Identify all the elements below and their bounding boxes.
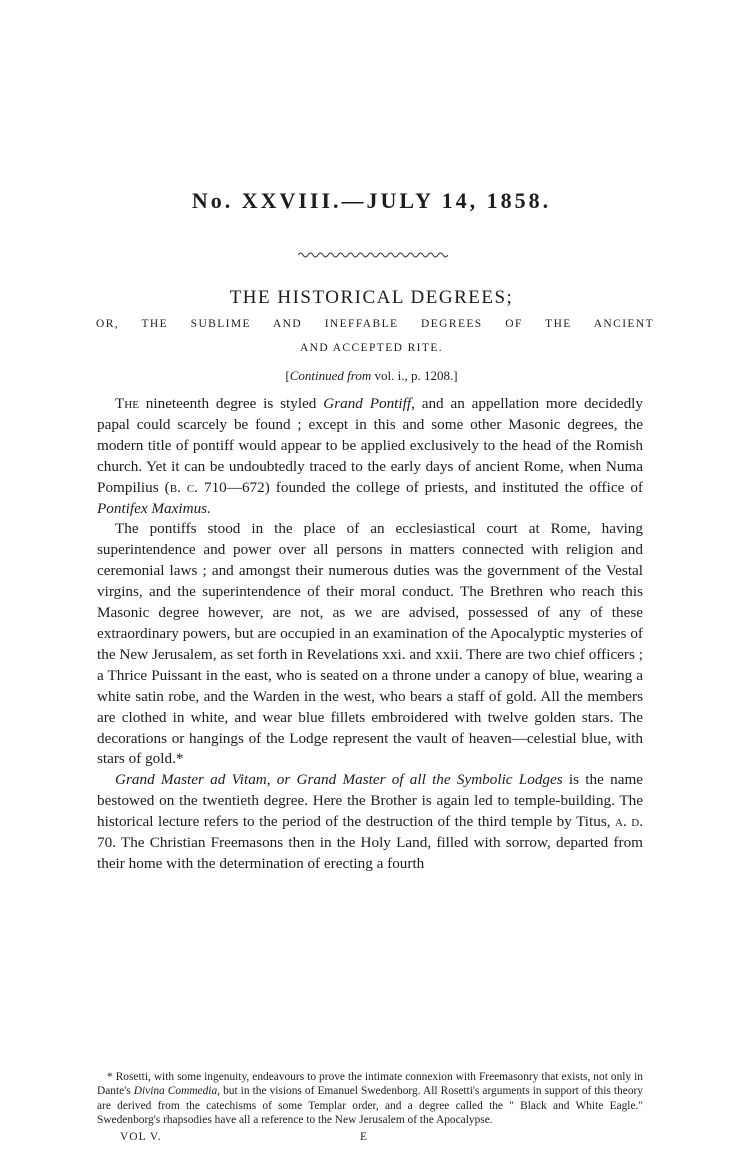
paragraph-1: [97, 394, 643, 519]
p3-smallcaps-1: a. d.: [615, 813, 643, 831]
p1-text-3: 710—672) founded the college of priests, and instituted the office of: [197, 478, 643, 496]
ornament-divider: [298, 251, 448, 259]
footnote-text: [97, 1070, 643, 1128]
p3-text-2: 70. The Christian Freemasons then in the Holy Land, filled with sorrow, departed from their home with the determination of erecting a fourth: [97, 834, 643, 872]
p3-text-1: is the name bestowed on the twentieth degree. Here the Brother is again led to temple-building. The historical lecture refers to the period of the destruction of the third temple by Titus,: [97, 771, 644, 831]
continued-italic: Continued from: [289, 368, 372, 383]
footnote-italic: Divina Commedia,: [133, 1085, 221, 1098]
continued-prefix: [: [285, 368, 290, 383]
p1-text-2: and an appellation more decidedly papal could scarcely be found ; except in this and some other Masonic degrees, the modern title of pontiff would appear to be applied exclusively to the head of the Romish church. Yet it can be undoubtedly traced to the early days of ancient Rome, when Numa Pompilius (: [97, 395, 643, 496]
paragraph-2: The pontiffs stood in the place of an ecclesiastical court at Rome, having superintendence and power over all persons in matters connected with religion and ceremonial laws ; and amongst their numerous duties was the government of the Vestal virgins, and the superintendence of their moral conduct. The Brethren who reach this Masonic degree however, are not, as we are advised, possessed of any of these extraordinary powers, but are occupied in an examination of the Apocalyptic mysteries of the New Jerusalem, as set forth in Revelations xxi. and xxii. There are two chief officers ; a Thrice Puissant in the east, who is seated on a throne under a canopy of blue, wearing a white satin robe, and the Warden in the west, who bears a staff of gold. All the members are clothed in white, and wear blue fillets embroidered with twelve golden stars. The decorations or hangings of the Lodge represent the vault of heaven—celestial blue, with stars of gold.*: [97, 520, 643, 768]
p1-text-1: nineteenth degree is styled: [138, 395, 324, 412]
paragraph-3: [97, 770, 643, 875]
footer-volume: VOL V.: [120, 1131, 162, 1143]
p1-italic-1: Grand Pontiff,: [323, 395, 415, 412]
footnote-text-1: * Rosetti, with some ingenuity, endeavours to prove the intimate connexion with Freemasonry that exists, not only in Dante's: [97, 1071, 643, 1098]
footer-signature: E: [360, 1131, 368, 1143]
issue-title: No. XXVIII.—JULY 14, 1858.: [191, 188, 552, 213]
p3-italic-1: Grand Master ad Vitam, or Grand Master of all the Symbolic Lodges: [115, 771, 563, 789]
p1-italic-2: Pontifex Maximus.: [97, 499, 211, 517]
p1-smallcaps-1: b. c.: [169, 478, 198, 496]
footnote: [97, 1070, 643, 1128]
continued-rest: vol. i., p. 1208.]: [371, 368, 458, 383]
article-subtitle-line1: OR, THE SUBLIME AND INEFFABLE DEGREES OF THE ANCIENT: [96, 318, 654, 330]
dropword: The: [115, 395, 139, 412]
article-subtitle-line2: AND ACCEPTED RITE.: [299, 342, 444, 354]
continued-note: [0, 368, 743, 384]
article-title: THE HISTORICAL DEGREES;: [229, 287, 514, 308]
footnote-text-2: but in the visions of Emanuel Swedenborg. All Rosetti's arguments in support of this theory are derived from the catechisms of some Templar order, and a degree called the " Black and White Eagle." Swedenborg's rhapsodies have all a reference to the New Jerusalem of the Apocalypse.: [97, 1085, 644, 1127]
article-body: [97, 394, 643, 875]
